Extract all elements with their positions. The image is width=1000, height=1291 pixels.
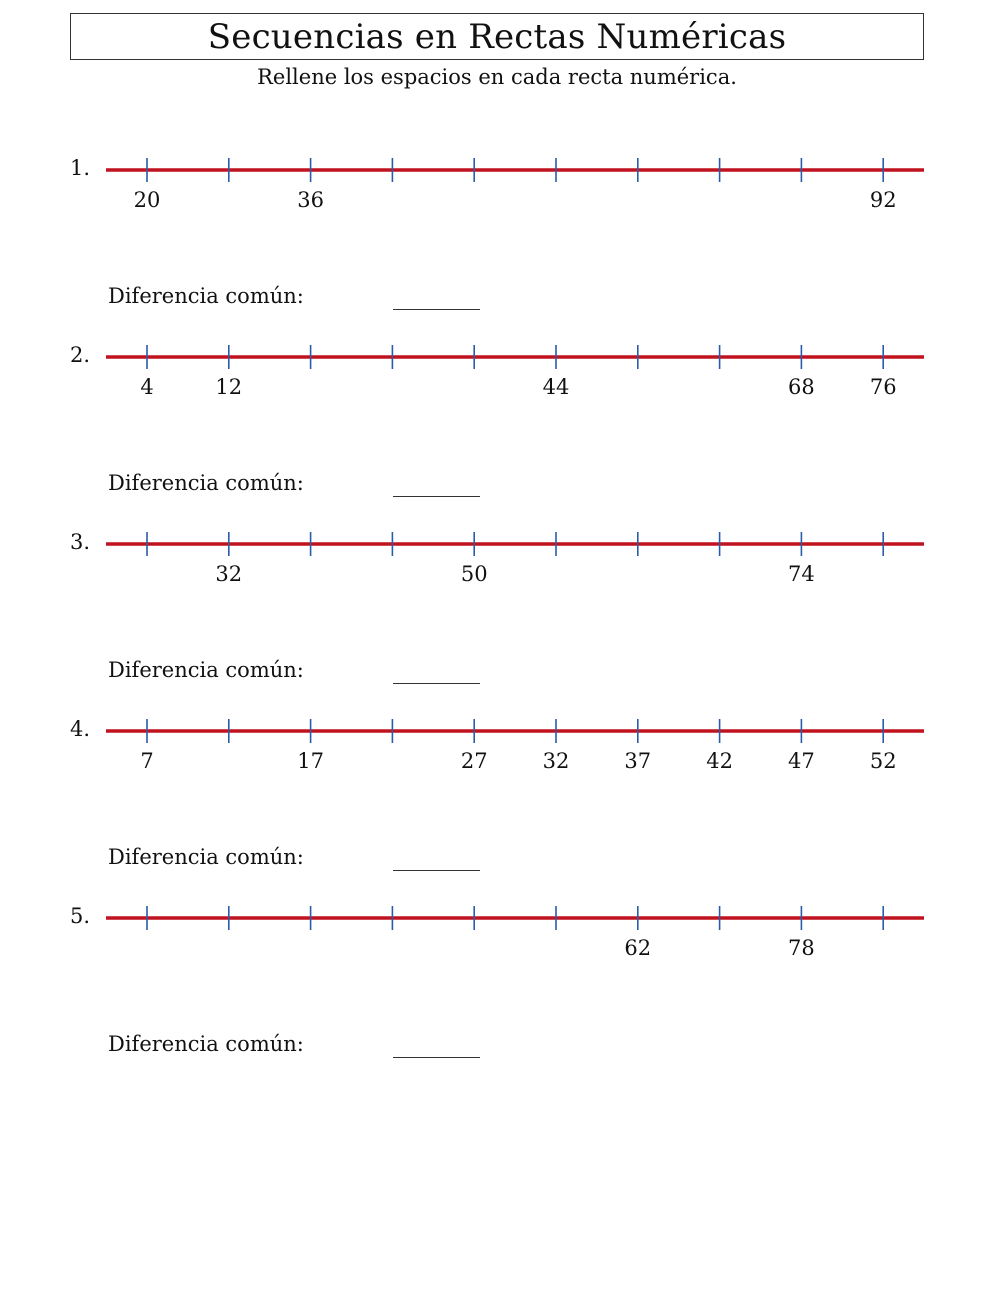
tick-label: 74 xyxy=(788,562,815,586)
tick-label: 7 xyxy=(140,749,154,773)
worksheet-instructions: Rellene los espacios en cada recta numérica. xyxy=(257,65,737,89)
tick-label: 62 xyxy=(624,936,652,960)
common-difference-label: Diferencia común: xyxy=(108,845,304,869)
tick-label: 52 xyxy=(869,749,897,773)
tick-label: 44 xyxy=(542,375,570,399)
problem-number: 2. xyxy=(70,343,91,367)
tick-label: 68 xyxy=(788,375,815,399)
tick-blank-slot[interactable] xyxy=(289,934,333,962)
tick-blank-slot[interactable] xyxy=(125,934,169,962)
tick-blank-slot[interactable] xyxy=(207,934,251,962)
tick-label: 4 xyxy=(140,375,154,399)
tick-label: 47 xyxy=(788,749,815,773)
tick-label: 36 xyxy=(297,188,324,212)
tick-label: 42 xyxy=(706,749,733,773)
tick-label: 32 xyxy=(542,749,570,773)
tick-blank-slot[interactable] xyxy=(370,934,414,962)
tick-label: 32 xyxy=(215,562,243,586)
tick-label: 17 xyxy=(297,749,324,773)
tick-blank-slot[interactable] xyxy=(861,934,905,962)
common-difference-label: Diferencia común: xyxy=(108,284,304,308)
common-difference-label: Diferencia común: xyxy=(108,1032,304,1056)
common-difference-label: Diferencia común: xyxy=(108,658,304,682)
tick-label: 50 xyxy=(460,562,488,586)
problem-number: 3. xyxy=(70,530,91,554)
tick-label: 20 xyxy=(133,188,161,212)
problem-number: 5. xyxy=(70,904,91,928)
tick-label: 12 xyxy=(215,375,243,399)
worksheet-title: Secuencias en Rectas Numéricas xyxy=(70,13,924,60)
problem-number: 1. xyxy=(70,156,91,180)
tick-label: 27 xyxy=(460,749,488,773)
problem-number: 4. xyxy=(70,717,91,741)
tick-blank-slot[interactable] xyxy=(534,934,578,962)
tick-label: 76 xyxy=(869,375,897,399)
tick-label: 92 xyxy=(869,188,897,212)
tick-label: 78 xyxy=(788,936,815,960)
tick-blank-slot[interactable] xyxy=(452,934,496,962)
tick-label: 37 xyxy=(624,749,652,773)
common-difference-label: Diferencia común: xyxy=(108,471,304,495)
tick-blank-slot[interactable] xyxy=(698,934,742,962)
common-difference-answer[interactable] xyxy=(393,1036,480,1058)
